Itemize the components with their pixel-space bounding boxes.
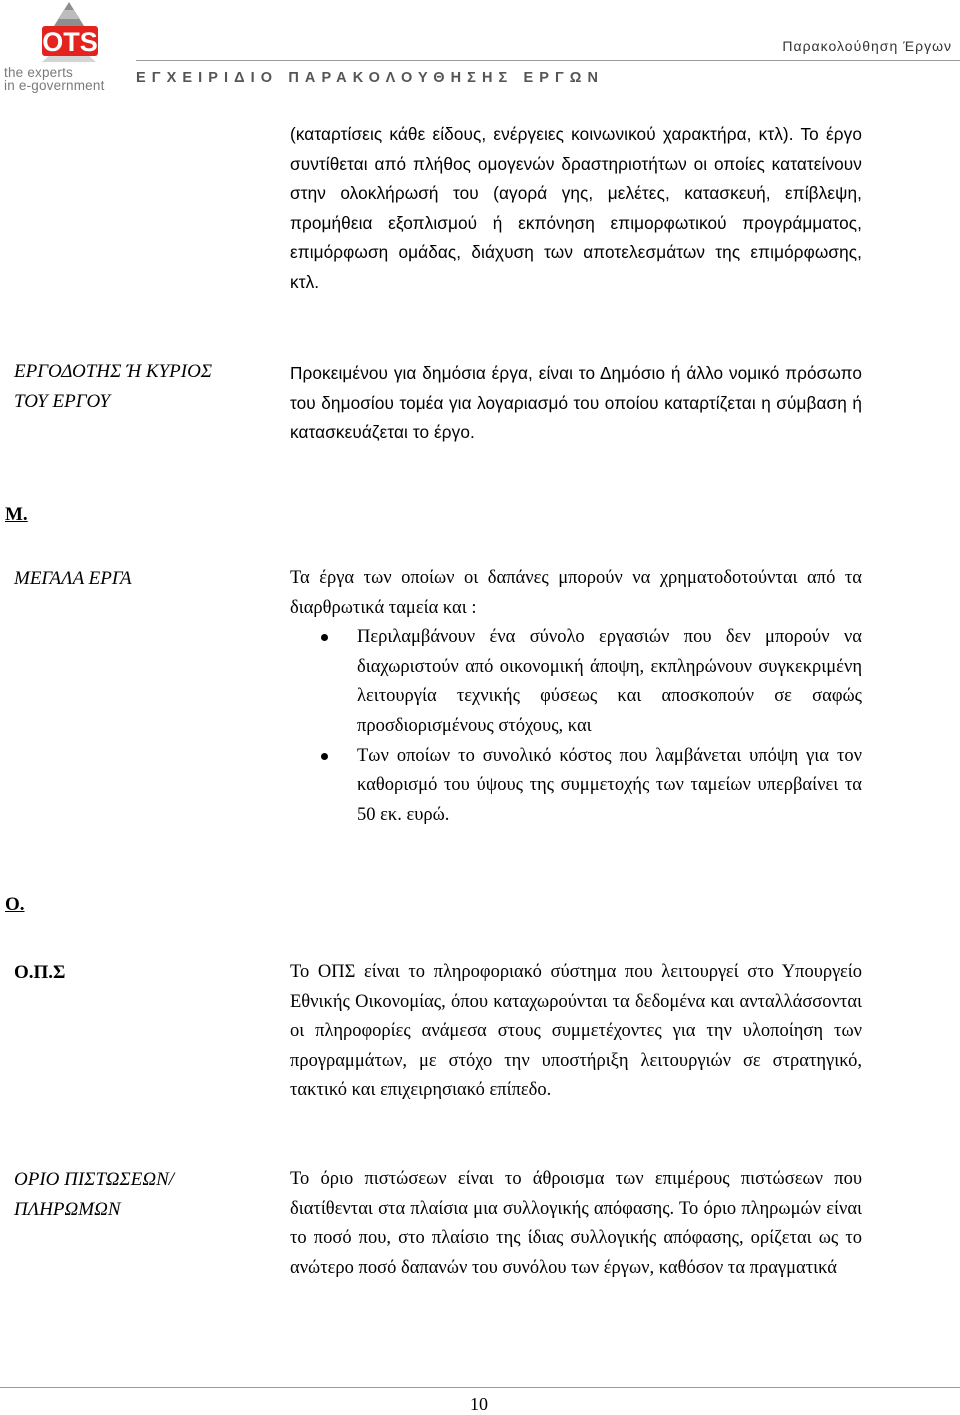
bullet-icon [321, 753, 328, 760]
section-letter-o: Ο. [5, 894, 25, 915]
definition-owner: Προκειμένου για δημόσια έργα, είναι το Δημόσιο ή άλλο νομικό πρόσωπο του δημοσίου τομέα για λογαριασμό του οποίου καταρτίζεται η σύμβαση ή κατασκευάζεται το έργο. [290, 363, 862, 443]
term-limits [14, 1165, 274, 1225]
logo-tagline-line2: in e-government [4, 78, 105, 93]
svg-text:OTS: OTS [42, 27, 98, 57]
page-header [0, 0, 960, 100]
bullet-icon [321, 634, 328, 641]
bullet-item [290, 742, 862, 831]
definition-large-projects-intro: Τα έργα των οποίων οι δαπάνες μπορούν να χρηματοδοτούνται από τα διαρθρωτικά ταμεία και : [290, 568, 862, 618]
header-section-title: Παρακολούθηση Έργων [782, 38, 952, 54]
definition-limits: Το όριο πιστώσεων είναι το άθροισμα των επιμέρους πιστώσεων που διατίθενται στα πλαίσια μια συλλογικής απόφασης. Το όριο πληρωμών είναι το ποσό που, στο πλαίσιο της ίδιας συλλογικής απόφασης, ορίζεται ως το ανώτερο ποσό δαπανών του συνόλου των έργων, καθόσον τα πραγματικά [290, 1169, 862, 1278]
footer-divider [0, 1387, 960, 1388]
logo-tagline-line1: the experts [4, 65, 73, 80]
bullet-text: Περιλαμβάνουν ένα σύνολο εργασιών που δεν μπορούν να διαχωριστούν από οικονομική άποψη, εκπληρώνουν συγκεκριμένη λειτουργία τεχνικής φύσεως και αποσκοπούν σε σαφώς προσδιορισμένους στόχους, και [357, 627, 862, 736]
term-ops: Ο.Π.Σ [14, 962, 66, 983]
page-number: 10 [470, 1394, 488, 1414]
term-owner-line2: ΤΟΥ ΕΡΓΟΥ [14, 391, 111, 412]
document-title: ΕΓΧΕΙΡΙΔΙΟ ΠΑΡΑΚΟΛΟΥΘΗΣΗΣ ΕΡΓΩΝ [136, 70, 605, 86]
definition-ops: Το ΟΠΣ είναι το πληροφοριακό σύστημα που λειτουργεί στο Υπουργείο Εθνικής Οικονομίας, όπου καταχωρούνται τα δεδομένα και ανταλλάσσονται οι πληροφορίες ανάμεσα στους συμμετέχοντες για την υλοποίηση των προγραμμάτων, με στόχο την υποστήριξη λειτουργιών σε στρατηγικό, τακτικό και επιχειρησιακό επίπεδο. [290, 962, 862, 1101]
definition-large-projects [290, 564, 862, 830]
intro-paragraph: (καταρτίσεις κάθε είδους, ενέργειες κοινωνικού χαρακτήρα, κτλ). Το έργο συντίθεται από πλήθος ομογενών δραστηριοτήτων οι οποίες κατατείνουν στην ολοκλήρωσή του (αγορά γης, μελέτες, κατασκευή, επίβλεψη, προμήθεια εξοπλισμού ή εκπόνηση επιμορφωτικού προγράμματος, επιμόρφωση ομάδας, διάχυση των αποτελεσμάτων της επιμόρφωσης, κτλ. [290, 124, 862, 292]
term-owner [14, 357, 274, 417]
term-large-projects: ΜΕΓΑΛΑ ΕΡΓΑ [14, 568, 132, 589]
term-limits-line2: ΠΛΗΡΩΜΩΝ [14, 1199, 121, 1220]
bullet-item [290, 623, 862, 741]
logo-tagline [4, 66, 136, 92]
bullet-list [290, 623, 862, 830]
term-limits-line1: ΟΡΙΟ ΠΙΣΤΩΣΕΩΝ/ [14, 1169, 175, 1190]
bullet-text: Των οποίων το συνολικό κόστος που λαμβάνεται υπόψη για τον καθορισμό του ύψους της συμμετοχής των ταμείων υπερβαίνει τα 50 εκ. ευρώ. [357, 745, 862, 825]
term-owner-line1: ΕΡΓΟΔΟΤΗΣ Ή ΚΥΡΙΟΣ [14, 361, 213, 382]
header-divider [136, 60, 960, 61]
section-letter-m: Μ. [5, 504, 28, 525]
